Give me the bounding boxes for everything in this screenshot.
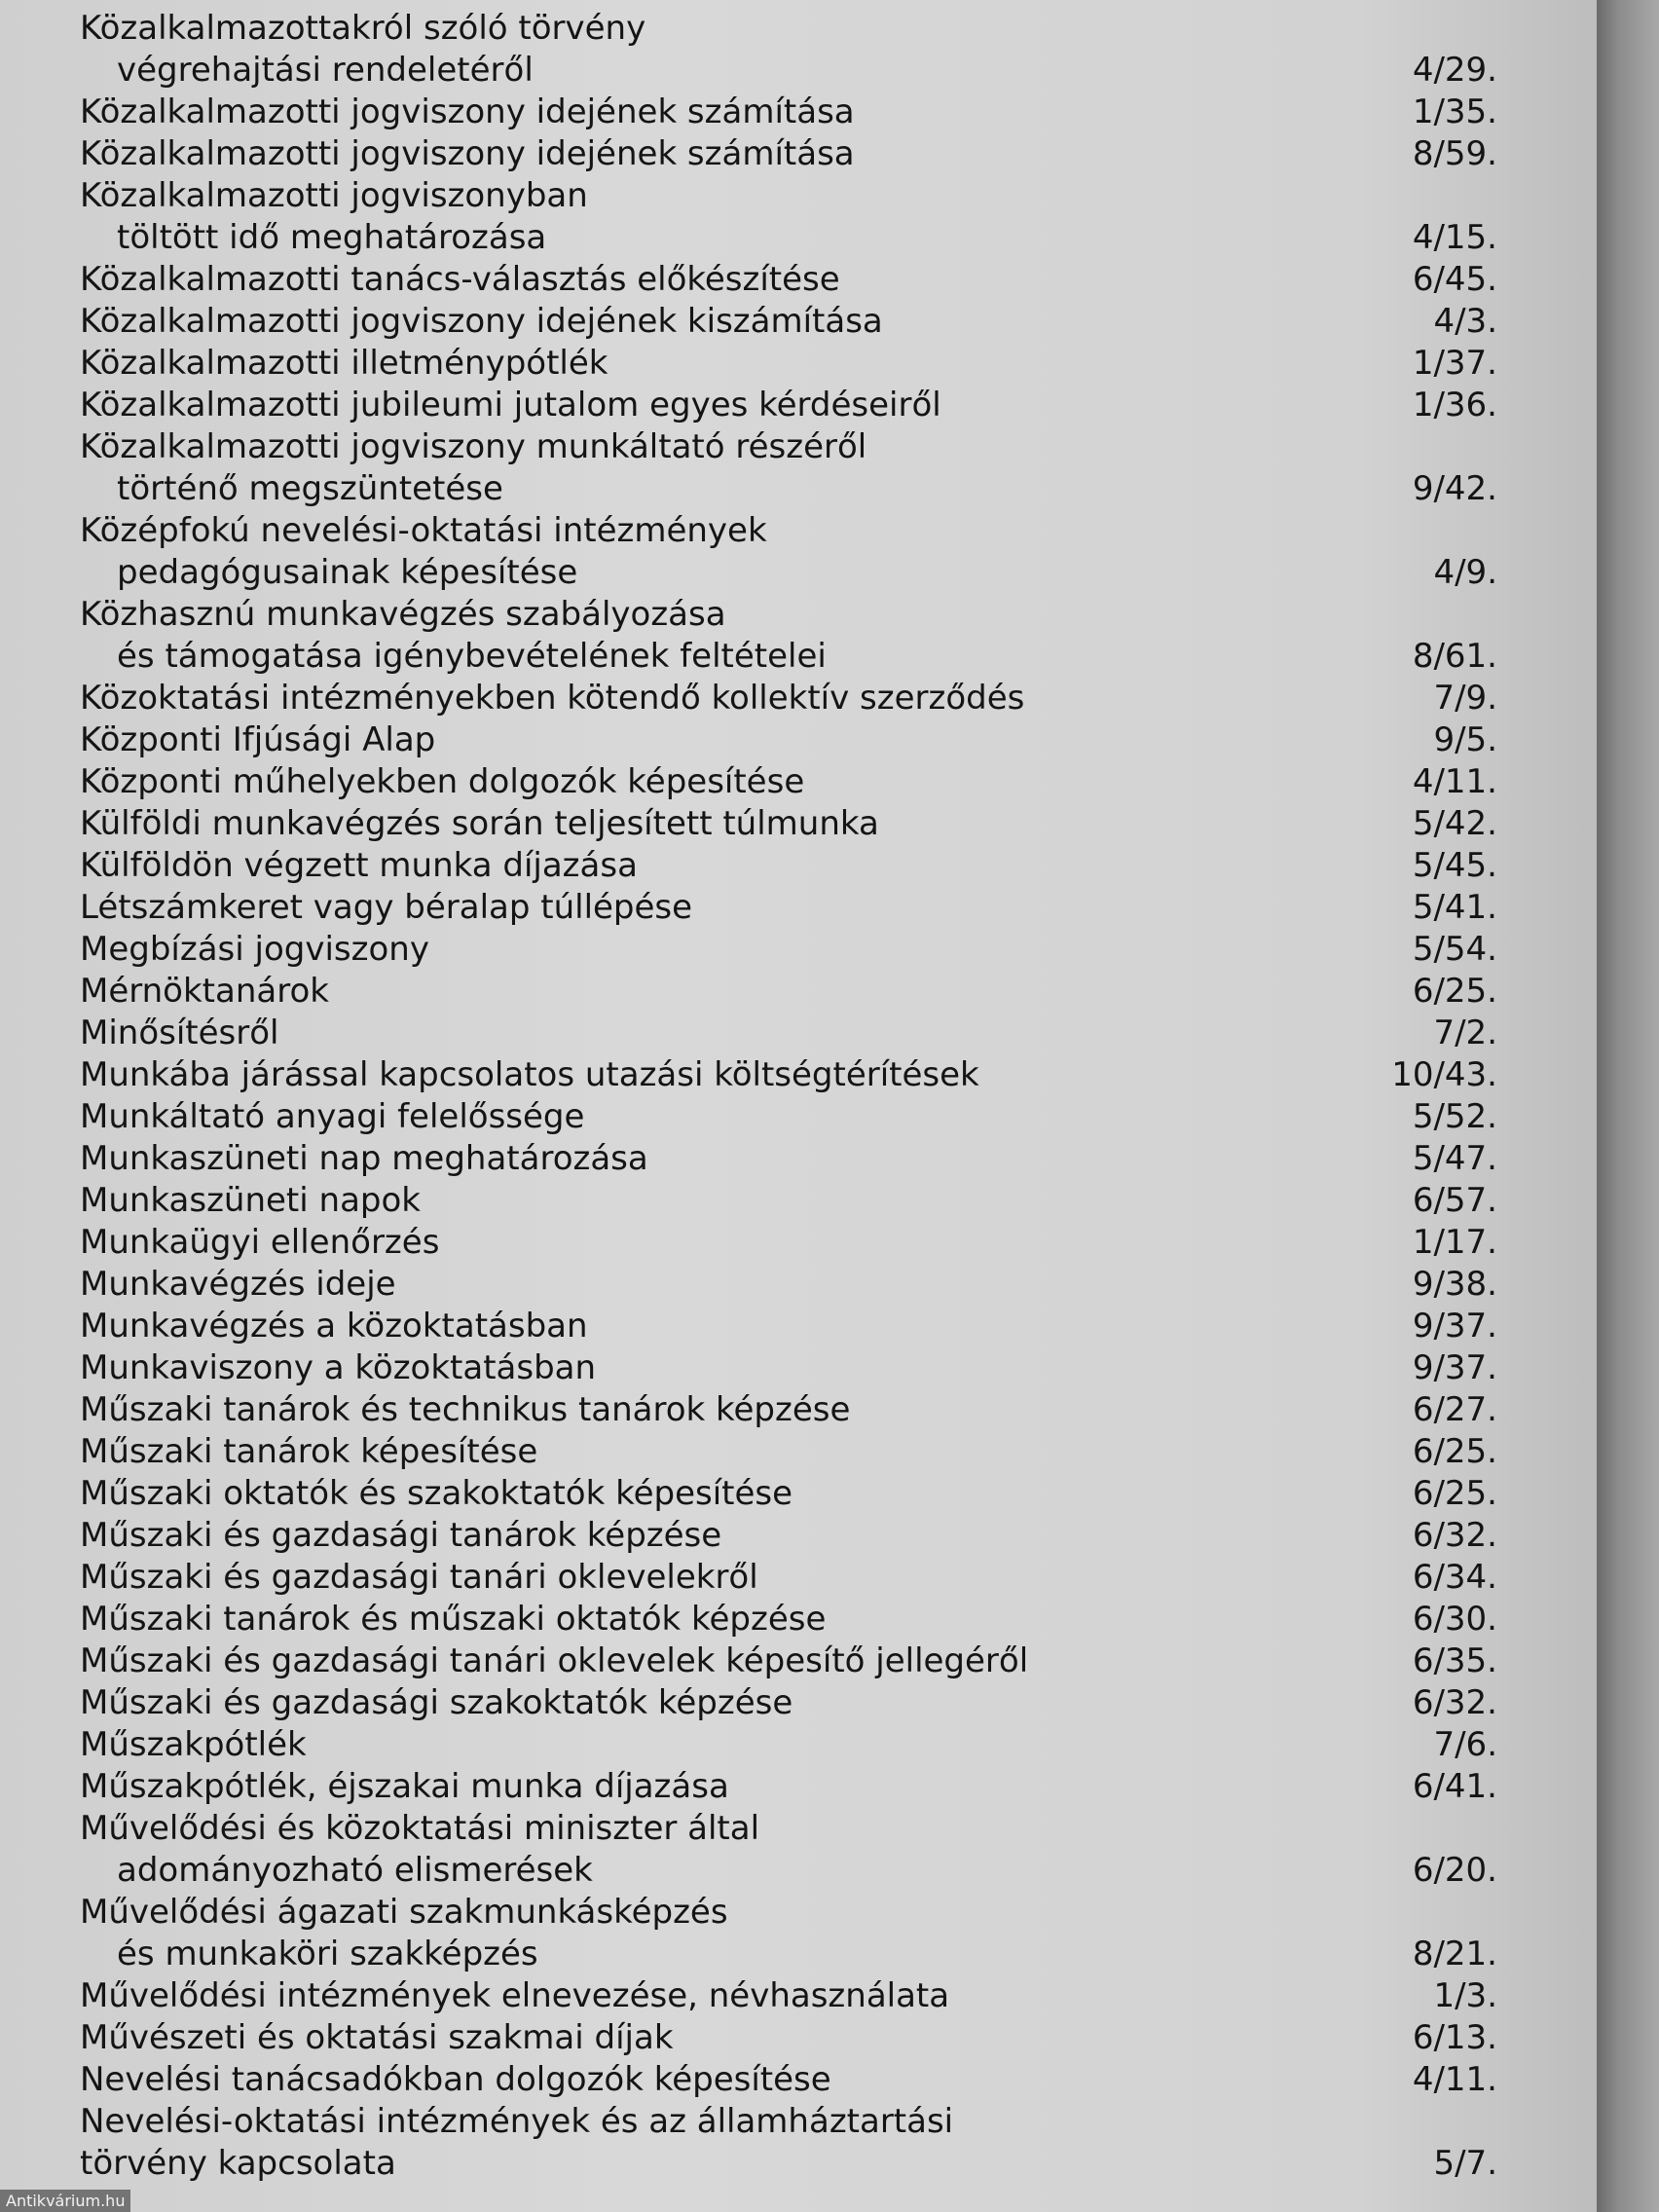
entry-reference: 5/45. xyxy=(1412,846,1497,885)
entry-reference: 6/34. xyxy=(1412,1558,1497,1597)
entry-reference: 1/35. xyxy=(1412,92,1497,131)
index-row xyxy=(0,1180,1597,1222)
index-row xyxy=(0,719,1597,761)
index-row xyxy=(0,1850,1597,1892)
index-row xyxy=(0,1599,1597,1641)
index-row xyxy=(0,1013,1597,1054)
index-row xyxy=(0,971,1597,1013)
index-row xyxy=(0,929,1597,971)
entry-reference: 7/2. xyxy=(1433,1014,1497,1052)
index-row xyxy=(0,426,1597,468)
index-row xyxy=(0,1054,1597,1096)
entry-reference: 6/32. xyxy=(1412,1683,1497,1722)
index-row xyxy=(0,343,1597,385)
entry-reference: 5/47. xyxy=(1412,1139,1497,1178)
entry-reference: 6/32. xyxy=(1412,1516,1497,1555)
index-row xyxy=(0,510,1597,552)
entry-reference: 7/6. xyxy=(1433,1725,1497,1764)
entry-title: Műszaki és gazdasági tanárok képzése xyxy=(80,1516,722,1555)
entry-reference: 5/52. xyxy=(1412,1097,1497,1136)
entry-title: Közoktatási intézményekben kötendő kollektív szerződés xyxy=(80,679,1025,718)
index-row xyxy=(0,1892,1597,1934)
entry-title: Minősítésről xyxy=(80,1014,279,1052)
index-row xyxy=(0,1934,1597,1975)
entry-title: Munkaszüneti nap meghatározása xyxy=(80,1139,648,1178)
entry-title: Nevelési-oktatási intézmények és az államháztartási xyxy=(80,2102,954,2141)
entry-title: és munkaköri szakképzés xyxy=(117,1935,538,1973)
index-row xyxy=(0,50,1597,92)
entry-reference: 6/27. xyxy=(1412,1390,1497,1429)
index-row xyxy=(0,1431,1597,1473)
entry-reference: 1/17. xyxy=(1412,1223,1497,1262)
entry-reference: 6/20. xyxy=(1412,1851,1497,1890)
entry-reference: 4/3. xyxy=(1433,302,1497,341)
entry-reference: 6/35. xyxy=(1412,1641,1497,1680)
index-row xyxy=(0,1138,1597,1180)
entry-title: Munkaviszony a közoktatásban xyxy=(80,1348,597,1387)
entry-reference: 6/30. xyxy=(1412,1600,1497,1639)
index-row xyxy=(0,1682,1597,1724)
index-row xyxy=(0,8,1597,50)
entry-reference: 9/37. xyxy=(1412,1307,1497,1346)
entry-reference: 1/3. xyxy=(1433,1976,1497,2015)
index-row xyxy=(0,1975,1597,2017)
index-row xyxy=(0,803,1597,845)
index-row xyxy=(0,1222,1597,1264)
index-row xyxy=(0,385,1597,426)
index-row xyxy=(0,1096,1597,1138)
entry-title: Művelődési és közoktatási miniszter által xyxy=(80,1809,760,1848)
entry-reference: 9/38. xyxy=(1412,1265,1497,1304)
index-row xyxy=(0,2101,1597,2143)
entry-title: töltött idő meghatározása xyxy=(117,218,547,257)
entry-title: Létszámkeret vagy béralap túllépése xyxy=(80,888,693,927)
entry-title: pedagógusainak képesítése xyxy=(117,553,578,592)
entry-title: Munkába járással kapcsolatos utazási költségtérítések xyxy=(80,1055,979,1094)
entry-title: Műszaki és gazdasági tanári oklevelekről xyxy=(80,1558,758,1597)
entry-title: Külföldön végzett munka díjazása xyxy=(80,846,638,885)
entry-title: Művészeti és oktatási szakmai díjak xyxy=(80,2018,674,2057)
entry-reference: 8/61. xyxy=(1412,637,1497,676)
entry-title: Művelődési intézmények elnevezése, névhasználata xyxy=(80,1976,950,2015)
index-row xyxy=(0,1808,1597,1850)
index-row xyxy=(0,1473,1597,1515)
entry-reference: 9/5. xyxy=(1433,720,1497,759)
entry-title: Munkavégzés ideje xyxy=(80,1265,396,1304)
entry-reference: 10/43. xyxy=(1391,1055,1497,1094)
index-row xyxy=(0,1641,1597,1682)
index-row xyxy=(0,301,1597,343)
entry-reference: 6/25. xyxy=(1412,972,1497,1011)
entry-reference: 6/13. xyxy=(1412,2018,1497,2057)
index-row xyxy=(0,217,1597,259)
index-row xyxy=(0,175,1597,217)
entry-reference: 5/41. xyxy=(1412,888,1497,927)
book-binding xyxy=(1597,0,1659,2212)
entry-title: Közhasznú munkavégzés szabályozása xyxy=(80,595,726,634)
entry-reference: 4/15. xyxy=(1412,218,1497,257)
entry-title: Nevelési tanácsadókban dolgozók képesítése xyxy=(80,2060,831,2099)
entry-title: Központi műhelyekben dolgozók képesítése xyxy=(80,762,805,801)
entry-title: Központi Ifjúsági Alap xyxy=(80,720,436,759)
entry-title: és támogatása igénybevételének feltételei xyxy=(117,637,827,676)
entry-title: Közalkalmazottakról szóló törvény xyxy=(80,9,646,48)
index-row xyxy=(0,2143,1597,2185)
entry-reference: 4/11. xyxy=(1412,2060,1497,2099)
entry-title: Munkaügyi ellenőrzés xyxy=(80,1223,440,1262)
entry-title: Közalkalmazotti jogviszony idejének számítása xyxy=(80,92,855,131)
index-row xyxy=(0,1264,1597,1306)
entry-reference: 6/25. xyxy=(1412,1432,1497,1471)
entry-title: Műszaki és gazdasági szakoktatók képzése xyxy=(80,1683,793,1722)
entry-title: Külföldi munkavégzés során teljesített túlmunka xyxy=(80,804,879,843)
index-row xyxy=(0,2017,1597,2059)
entry-title: Közalkalmazotti jogviszony idejének számítása xyxy=(80,134,855,173)
entry-reference: 1/36. xyxy=(1412,386,1497,424)
index-row xyxy=(0,2059,1597,2101)
entry-reference: 9/42. xyxy=(1412,469,1497,508)
entry-title: Műszakpótlék, éjszakai munka díjazása xyxy=(80,1767,729,1806)
entry-reference: 5/54. xyxy=(1412,930,1497,969)
entry-reference: 4/11. xyxy=(1412,762,1497,801)
entry-reference: 8/21. xyxy=(1412,1935,1497,1973)
entry-title: Közalkalmazotti tanács-választás előkészítése xyxy=(80,260,840,299)
index-row xyxy=(0,259,1597,301)
index-row xyxy=(0,552,1597,594)
entry-title: adományozható elismerések xyxy=(117,1851,593,1890)
index-row xyxy=(0,678,1597,719)
entry-title: Művelődési ágazati szakmunkásképzés xyxy=(80,1893,728,1932)
entry-title: Közalkalmazotti jogviszonyban xyxy=(80,176,588,215)
entry-title: történő megszüntetése xyxy=(117,469,503,508)
index-row xyxy=(0,845,1597,887)
entry-title: Műszaki tanárok képesítése xyxy=(80,1432,538,1471)
entry-reference: 4/29. xyxy=(1412,51,1497,90)
entry-title: törvény kapcsolata xyxy=(80,2144,396,2183)
index-row xyxy=(0,1306,1597,1347)
entry-reference: 9/37. xyxy=(1412,1348,1497,1387)
entry-reference: 7/9. xyxy=(1433,679,1497,718)
index-row xyxy=(0,1724,1597,1766)
entry-reference: 8/59. xyxy=(1412,134,1497,173)
entry-reference: 4/9. xyxy=(1433,553,1497,592)
index-row xyxy=(0,1515,1597,1557)
index-row xyxy=(0,133,1597,175)
entry-title: Közalkalmazotti jogviszony munkáltató részéről xyxy=(80,427,867,466)
index-row xyxy=(0,761,1597,803)
entry-reference: 6/57. xyxy=(1412,1181,1497,1220)
entry-title: Munkaszüneti napok xyxy=(80,1181,421,1220)
entry-title: végrehajtási rendeletéről xyxy=(117,51,534,90)
entry-title: Közalkalmazotti jogviszony idejének kiszámítása xyxy=(80,302,883,341)
index-row xyxy=(0,1557,1597,1599)
index-row xyxy=(0,92,1597,133)
entry-reference: 5/42. xyxy=(1412,804,1497,843)
entry-title: Közalkalmazotti jubileumi jutalom egyes kérdéseiről xyxy=(80,386,941,424)
entry-title: Munkáltató anyagi felelőssége xyxy=(80,1097,585,1136)
index-entries xyxy=(0,8,1597,2185)
entry-title: Munkavégzés a közoktatásban xyxy=(80,1307,588,1346)
entry-title: Mérnöktanárok xyxy=(80,972,329,1011)
watermark: Antikvárium.hu xyxy=(0,2190,130,2212)
entry-title: Műszaki és gazdasági tanári oklevelek képesítő jellegéről xyxy=(80,1641,1029,1680)
entry-title: Középfokú nevelési-oktatási intézmények xyxy=(80,511,767,550)
entry-reference: 5/7. xyxy=(1433,2144,1497,2183)
index-row xyxy=(0,1347,1597,1389)
index-row xyxy=(0,1389,1597,1431)
entry-title: Műszaki tanárok és műszaki oktatók képzése xyxy=(80,1600,827,1639)
entry-title: Közalkalmazotti illetménypótlék xyxy=(80,344,608,383)
index-row xyxy=(0,636,1597,678)
index-row xyxy=(0,594,1597,636)
entry-title: Műszakpótlék xyxy=(80,1725,307,1764)
index-row xyxy=(0,1766,1597,1808)
entry-reference: 6/45. xyxy=(1412,260,1497,299)
entry-reference: 6/25. xyxy=(1412,1474,1497,1513)
entry-title: Megbízási jogviszony xyxy=(80,930,429,969)
index-row xyxy=(0,468,1597,510)
index-row xyxy=(0,887,1597,929)
entry-reference: 6/41. xyxy=(1412,1767,1497,1806)
entry-title: Műszaki tanárok és technikus tanárok képzése xyxy=(80,1390,851,1429)
entry-title: Műszaki oktatók és szakoktatók képesítése xyxy=(80,1474,793,1513)
entry-reference: 1/37. xyxy=(1412,344,1497,383)
